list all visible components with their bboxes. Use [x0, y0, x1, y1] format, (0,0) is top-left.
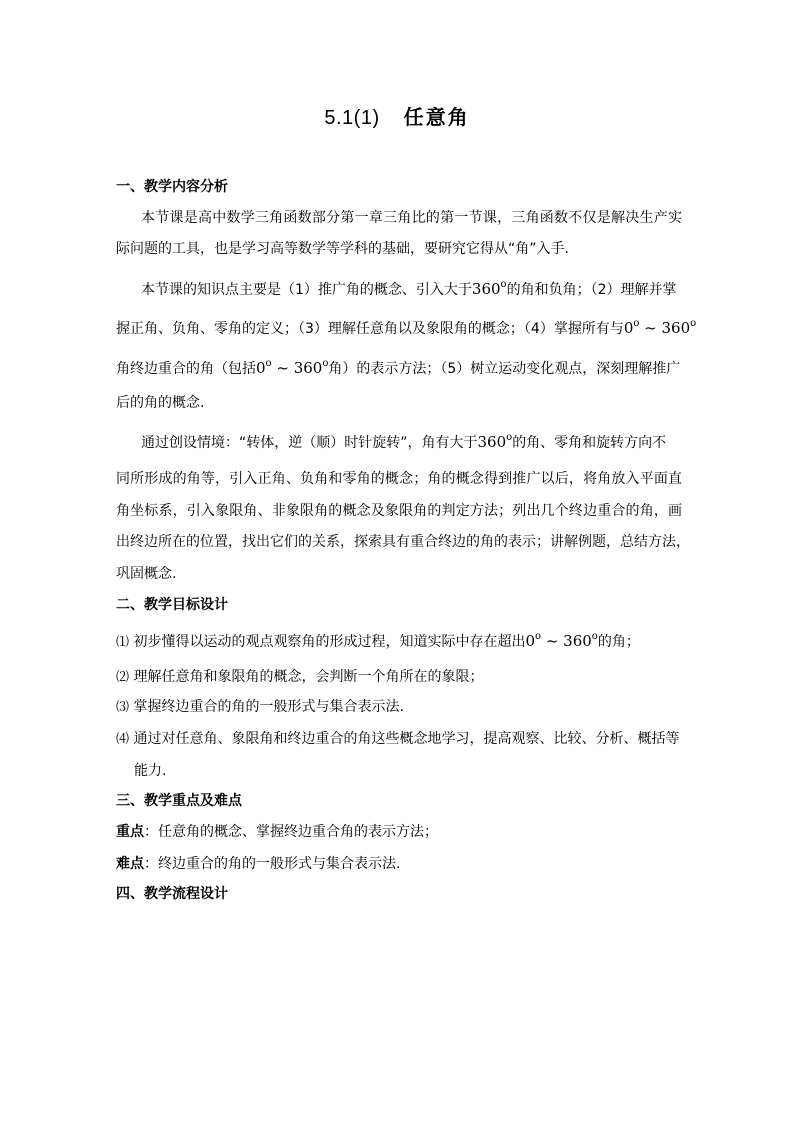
s1-p2-line-3 — [116, 358, 680, 379]
s1-p2-l1b: 的角和负角；（2）理解并掌 — [506, 282, 677, 298]
s1-p1-line-1: 本节课是高中数学三角函数部分第一章三角比的第一节课，三角函数不仅是解决生产实 — [141, 210, 682, 226]
s1-p3-line-2: 同所形成的角等，引入正角、负角和零角的概念；角的概念得到推广以后，将角放入平面直 — [116, 471, 682, 487]
difficulty-label: 难点 — [116, 856, 144, 872]
math-360: 360$^o$ — [477, 432, 513, 451]
s1-p3-line-5: 巩固概念. — [116, 566, 177, 582]
s1-p3-line-3: 角坐标系，引入象限角、非象限角的概念及象限角的判定方法；列出几个终边重合的角，画 — [116, 503, 682, 519]
section-2-heading: 二、教学目标设计 — [116, 597, 228, 613]
goal-1-text-b: 的角； — [597, 634, 640, 650]
s1-p2-l2a: 握正角、负角、零角的定义；（3）理解任意角以及象限角的概念；（4）掌握所有与 — [116, 321, 624, 337]
math-360: 360$^o$ — [471, 279, 507, 298]
s1-p2-line-4: 后的角的概念. — [116, 395, 205, 411]
goal-item-2 — [116, 667, 483, 688]
difficulty-line — [116, 854, 400, 874]
goal-2-text: 理解任意角和象限角的概念，会判断一个角所在的象限； — [133, 669, 484, 685]
section-3-heading: 三、教学重点及难点 — [116, 793, 242, 809]
s1-p3-l1b: 的角、零角和旋转方向不 — [512, 435, 667, 451]
key-point-line — [116, 822, 438, 842]
goal-4-label: ⑷ — [116, 732, 130, 747]
goal-3-label: ⑶ — [116, 700, 130, 715]
section-4-heading: 四、教学流程设计 — [116, 886, 228, 902]
s1-p2-l1a: 本节课的知识点主要是（1）推广角的概念、引入大于 — [141, 282, 472, 298]
goal-1-label: ⑴ — [116, 635, 130, 650]
document-title — [0, 103, 794, 132]
s1-p3-line-4: 出终边所在的位置，找出它们的关系，探索具有重合终边的角的表示；讲解例题，总结方法， — [116, 534, 690, 550]
title-name: 任意角 — [403, 105, 470, 129]
goal-2-label: ⑵ — [116, 670, 130, 685]
s1-p2-line-1 — [141, 279, 677, 300]
goal-item-1 — [116, 631, 640, 653]
s1-p1-line-2: 际问题的工具，也是学习高等数学等学科的基础，要研究它得从“角”入手. — [116, 241, 569, 257]
goal-item-4-continued: 能力. — [134, 763, 167, 779]
s1-p2-l3b: 角）的表示方法；（5）树立运动变化观点，深刻理解推广 — [328, 361, 681, 377]
s1-p2-line-2 — [116, 318, 696, 339]
goal-item-3 — [116, 697, 404, 718]
section-1-heading: 一、教学内容分析 — [116, 179, 228, 195]
s1-p3-l1a: 通过创设情境：“转体，逆（顺）时针旋转”，角有大于 — [141, 435, 478, 451]
math-0-360-range: 0$^o$ ~ 360$^o$ — [623, 318, 697, 337]
goal-3-text: 掌握终边重合的角的一般形式与集合表示法. — [133, 699, 404, 715]
key-point-label: 重点 — [116, 824, 144, 840]
difficulty-text: ：终边重合的角的一般形式与集合表示法. — [144, 856, 401, 872]
goal-1-text-a: 初步懂得以运动的观点观察角的形成过程，知道实际中存在超出 — [133, 634, 526, 650]
math-0-360-range: 0$^o$ ~ 360$^o$ — [525, 631, 598, 650]
s1-p2-l3a: 角终边重合的角（包括 — [116, 361, 256, 377]
title-number: 5.1(1) — [324, 107, 380, 129]
s1-p3-line-1 — [141, 432, 666, 453]
key-point-text: ：任意角的概念、掌握终边重合角的表示方法； — [144, 824, 438, 840]
goal-item-4 — [116, 729, 679, 750]
math-0-360-range: 0$^o$ ~ 360$^o$ — [256, 358, 329, 377]
goal-4-text: 通过对任意角、象限角和终边重合的角这些概念地学习，提高观察、比较、分析、概括等 — [133, 731, 680, 747]
